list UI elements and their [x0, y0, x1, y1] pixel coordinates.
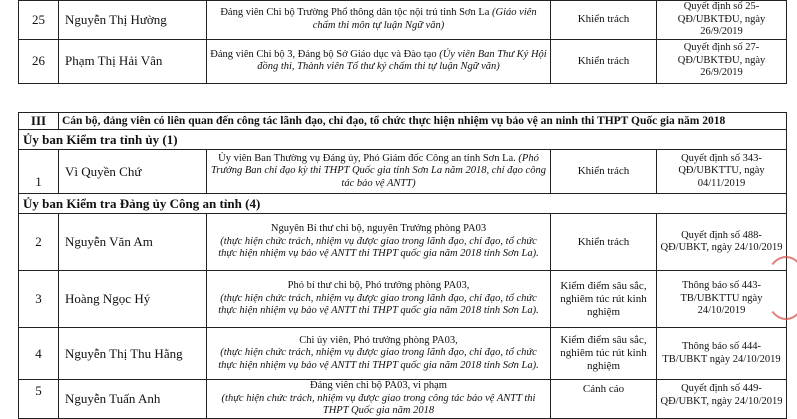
- position-text: Phó bí thư chi bộ, Phó trưởng phòng PA03,: [287, 280, 470, 292]
- discipline-table-section-3: [18, 112, 787, 419]
- position-description: [207, 271, 551, 328]
- table-row: [19, 380, 787, 419]
- person-name: Nguyễn Thị Thu Hằng: [59, 328, 207, 380]
- group-header-row: [19, 194, 787, 214]
- position-note: (thực hiện chức trách, nhiệm vụ được giao trong lãnh đạo, chỉ đạo, tổ chức thực hiện nhiệm vụ bảo vệ ANTT thi THPT quốc gia năm 2018 tỉnh Sơn La).: [218, 235, 539, 260]
- section-title: Cán bộ, đảng viên có liên quan đến công tác lãnh đạo, chỉ đạo, tổ chức thực hiện nhiệm vụ bảo vệ an ninh thi THPT Quốc gia năm 2018: [59, 113, 787, 130]
- position-note: (thực hiện chức trách, nhiệm vụ được giao trong lãnh đạo, chỉ đạo, tổ chức thực hiện nhiệm vụ bảo vệ ANTT thi THPT quốc gia năm 2018 tỉnh Sơn La).: [218, 292, 539, 317]
- position-text: Đảng viên Chi bộ 3, Đảng bộ Sở Giáo dục và Đào tạo: [210, 48, 437, 60]
- position-note: (thực hiện chức trách, nhiệm vụ được giao trong công tác bảo vệ ANTT thi THPT Quốc gia năm 2018: [221, 392, 536, 416]
- position-note: (Giáo viên chấm thi môn tự luận Ngữ văn): [312, 7, 537, 31]
- table-row: [19, 39, 787, 83]
- row-number: 2: [19, 214, 59, 271]
- position-note: (Ủy viên Ban Thư Ký Hội đồng thi, Thành viên Tổ thư ký chấm thi tự luận Ngữ văn): [257, 48, 547, 72]
- discipline-form: Kiểm điểm sâu sắc, nghiêm túc rút kinh nghiệm: [551, 328, 657, 380]
- discipline-table-top: [18, 0, 787, 84]
- table-row: [19, 214, 787, 271]
- position-text: Đảng viên Chi bộ Trường Phổ thông dân tộc nội trú tỉnh Sơn La: [220, 7, 490, 19]
- person-name: Phạm Thị Hải Vân: [59, 39, 207, 83]
- discipline-form: Khiển trách: [551, 39, 657, 83]
- position-description: [207, 214, 551, 271]
- discipline-form: Kiểm điểm sâu sắc, nghiêm túc rút kinh nghiệm: [551, 271, 657, 328]
- person-name: Hoàng Ngọc Hý: [59, 271, 207, 328]
- position-text: Đảng viên chi bộ PA03, vi phạm: [310, 380, 447, 391]
- decision-number: Quyết định số 27-QĐ/UBKTĐU, ngày 26/9/2019: [657, 39, 787, 83]
- row-number: 1: [19, 150, 59, 194]
- row-number: 26: [19, 39, 59, 83]
- position-description: [207, 150, 551, 194]
- section-header-row: [19, 113, 787, 130]
- section-number: III: [19, 113, 59, 130]
- table-row: [19, 1, 787, 40]
- decision-number: Quyết định số 449-QĐ/UBKT, ngày 24/10/2019: [657, 380, 787, 419]
- row-number: 4: [19, 328, 59, 380]
- discipline-form: Khiển trách: [551, 214, 657, 271]
- row-number: 3: [19, 271, 59, 328]
- position-description: [207, 39, 551, 83]
- decision-number: Quyết định số 343-QĐ/UBKTTU, ngày 04/11/2019: [657, 150, 787, 194]
- discipline-form: Khiển trách: [551, 1, 657, 40]
- row-number: 25: [19, 1, 59, 40]
- position-description: [207, 328, 551, 380]
- decision-number: Quyết định số 25-QĐ/UBKTĐU, ngày 26/9/2019: [657, 1, 787, 40]
- person-name: Nguyễn Thị Hường: [59, 1, 207, 40]
- table-row: [19, 271, 787, 328]
- person-name: Vì Quyền Chứ: [59, 150, 207, 194]
- decision-number: Quyết định số 488- QĐ/UBKT, ngày 24/10/2019: [657, 214, 787, 271]
- person-name: Nguyễn Văn Am: [59, 214, 207, 271]
- discipline-form: Khiển trách: [551, 150, 657, 194]
- position-text: Nguyên Bí thư chi bộ, nguyên Trưởng phòng PA03: [270, 223, 487, 235]
- group-title: Ủy ban Kiểm tra tỉnh ủy (1): [19, 130, 787, 150]
- group-title: Ủy ban Kiểm tra Đảng ủy Công an tỉnh (4): [19, 194, 787, 214]
- position-description: [207, 1, 551, 40]
- position-note: (Phó Trưởng Ban chỉ đạo kỳ thi THPT Quốc gia tỉnh Sơn La năm 2018, chỉ đạo công tác bảo vệ ANTT): [211, 152, 546, 189]
- position-text: Ủy viên Ban Thường vụ Đảng ủy, Phó Giám đốc Công an tỉnh Sơn La.: [218, 152, 516, 164]
- person-name: Nguyễn Tuấn Anh: [59, 380, 207, 419]
- position-note: (thực hiện chức trách, nhiệm vụ được giao trong lãnh đạo, chỉ đạo, tổ chức thực hiện nhiệm vụ bảo vệ ANTT thi THPT quốc gia năm 2018 tỉnh Sơn La).: [218, 347, 539, 371]
- row-number: 5: [19, 380, 59, 419]
- decision-number: Thông báo số 444-TB/UBKT ngày 24/10/2019: [657, 328, 787, 380]
- table-row: [19, 150, 787, 194]
- table-row: [19, 328, 787, 380]
- discipline-form: Cảnh cáo: [551, 380, 657, 419]
- decision-number: Thông báo số 443-TB/UBKTTU ngày 24/10/2019: [657, 271, 787, 328]
- group-header-row: [19, 130, 787, 150]
- position-text: Chi ủy viên, Phó trưởng phòng PA03,: [299, 334, 458, 346]
- position-description: [207, 380, 551, 419]
